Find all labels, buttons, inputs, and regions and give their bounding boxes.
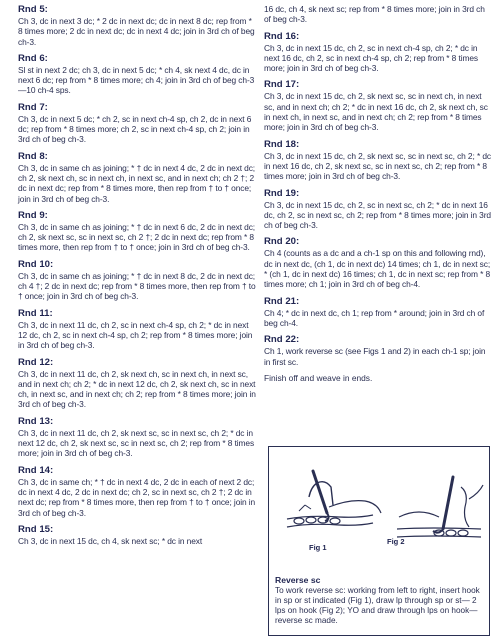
round-instructions: Ch 3, dc in next 15 dc, ch 2, sc in next ch-4 sp, ch 2; * dc in next 16 dc, ch 2, sc in next ch-4 sp, ch 2; rep from * 8 times more; join in 3rd ch of beg ch-3. xyxy=(264,42,478,74)
round-instructions: Ch 3, dc in next 11 dc, ch 2, sk next sc, sc in next sc, ch 2; * dc in next 12 dc, ch 2, sk next sc, sc in next sc, ch 2; rep from * 8 times more; join in 3rd ch of beg ch-3. xyxy=(18,427,255,459)
round-title: Rnd 18: xyxy=(264,138,300,150)
round-block xyxy=(18,465,256,518)
round-instructions: Sl st in next 2 dc; ch 3, dc in next 5 dc; * ch 4, sk next 4 dc, dc in next 6 dc; rep from * 8 times more; ch 4; join in 3rd ch of beg ch-3—10 ch-4 sps. xyxy=(18,64,255,96)
reverse-sc-instructions: To work reverse sc: working from left to right, insert hook in sp or st indicated (Fig 1), draw lp through sp or st— 2 lps on hook (Fig 2); YO and draw through lps on hook—reverse sc made. xyxy=(275,586,480,625)
round-block xyxy=(18,4,256,47)
round-instructions: Ch 4 (counts as a dc and a ch-1 sp on this and following rnd), dc in next dc, (ch 1, dc in next dc) 14 times; ch 1, dc in next sc; * (ch 1, dc in next dc) 16 times; ch 1, dc in next sc; rep from * 8 times more; ch 1; join in 3rd ch of beg ch-4. xyxy=(264,248,491,290)
round-title: Rnd 6: xyxy=(18,52,48,64)
reverse-sc-illustration xyxy=(269,447,489,575)
round-block xyxy=(18,524,256,546)
round-instructions: Ch 3, dc in next 15 dc, ch 2, sk next sc, sc in next ch, in next sc, and in next ch; ch 2; * dc in next 16 dc, ch 2, sk next ch, sc in next ch, in next sc, and in next ch; ch 2; rep from * 8 times more; join in 3rd ch of beg ch-3. xyxy=(264,91,488,133)
round-block xyxy=(18,308,256,351)
round-block xyxy=(18,53,256,96)
round-title: Rnd 12: xyxy=(18,356,54,368)
round-instructions: Ch 3, dc in same ch; * † dc in next 4 dc, 2 dc in each of next 2 dc; dc in next 4 dc, 2 dc in next dc; ch 2, sc in next sc, ch 2 †; 2 dc in next dc; rep from * 8 times more, then rep from † to † once; join in 3rd ch of beg ch-3. xyxy=(18,476,256,518)
fig1-label: Fig 1 xyxy=(309,543,327,552)
round-title: Rnd 20: xyxy=(264,236,300,248)
reverse-sc-title: Reverse sc xyxy=(275,575,321,585)
round-title: Rnd 22: xyxy=(264,334,300,346)
round-block xyxy=(18,357,256,410)
round-title: Rnd 8: xyxy=(18,150,48,162)
round-instructions: Ch 3, dc in next 11 dc, ch 2, sk next ch, sc in next ch, in next sc, and in next ch; ch 2; * dc in next 12 dc, ch 2, sk next ch, sc in next ch, in next sc, and in next ch; ch 2; rep from * 8 times more; join in 3rd ch of beg ch-3. xyxy=(18,368,256,410)
finish-instructions: Finish off and weave in ends. xyxy=(264,372,373,383)
round-instructions: Ch 3, dc in same ch as joining; * † dc in next 6 dc, 2 dc in next dc; ch 2, sk next sc, sc in next sc, ch 2 †; 2 dc in next dc; rep from * 8 times more, then rep from † to † once; join in 3rd ch of beg ch-3. xyxy=(18,221,256,253)
round-block xyxy=(18,259,256,302)
round-block xyxy=(264,79,492,132)
round-instructions: Ch 3, dc in next 11 dc, ch 2, sc in next ch-4 sp, ch 2; * dc in next 12 dc, ch 2, sc in next ch-4 sp, ch 2; rep from * 8 times more; join in 3rd ch of beg ch-3. xyxy=(18,319,253,351)
left-column xyxy=(18,4,256,552)
round-instructions: Ch 3, dc in next 15 dc, ch 2, sk next sc, sc in next sc, ch 2; * dc in next 16 dc, ch 2, sk next sc, sc in next sc, ch 2; rep from * 8 times more; join in 3rd ch of beg ch-3. xyxy=(264,150,491,182)
round-instructions: Ch 3, dc in same ch as joining; * † dc in next 4 dc, 2 dc in next dc; ch 2, sk next ch, sc in next ch, in next sc, and in next ch; ch 2 †; 2 dc in next dc; rep from * 8 times more, then rep from † to † once; join in 3rd ch of beg ch-3. xyxy=(18,162,256,204)
round-title: Rnd 5: xyxy=(18,4,48,15)
round-block xyxy=(264,334,492,367)
round-instructions: Ch 3, dc in next 5 dc; * ch 2, sc in next ch-4 sp, ch 2, dc in next 6 dc; rep from * 8 times more; ch 2, sc in next ch-4 sp, ch 2; join in 3rd ch of beg ch-3. xyxy=(18,113,252,145)
round-title: Rnd 10: xyxy=(18,258,54,270)
round-title: Rnd 21: xyxy=(264,295,300,307)
round-title: Rnd 11: xyxy=(18,307,53,319)
right-column xyxy=(264,4,492,383)
round-title: Rnd 15: xyxy=(18,523,54,535)
reverse-sc-figure-box xyxy=(268,446,490,636)
round-title: Rnd 7: xyxy=(18,101,48,113)
round-block xyxy=(18,102,256,145)
round-block xyxy=(18,151,256,204)
round-block xyxy=(18,416,256,459)
round-title: Rnd 14: xyxy=(18,464,54,476)
round-block xyxy=(264,31,492,74)
round-instructions: 16 dc, ch 4, sk next sc; rep from * 8 times more; join in 3rd ch of beg ch-3. xyxy=(264,4,485,25)
round-instructions: Ch 4; * dc in next dc, ch 1; rep from * around; join in 3rd ch of beg ch-4. xyxy=(264,307,485,328)
round-title: Rnd 17: xyxy=(264,79,300,91)
round-title: Rnd 13: xyxy=(18,415,54,427)
round-instructions: Ch 3, dc in next 15 dc, ch 4, sk next sc; * dc in next xyxy=(18,535,203,546)
round-block xyxy=(264,188,492,231)
round-title: Rnd 19: xyxy=(264,187,300,199)
round-continuation xyxy=(264,4,492,25)
fig1-drawing xyxy=(287,471,381,527)
round-block xyxy=(18,210,256,253)
round-block xyxy=(264,139,492,182)
round-block xyxy=(264,236,492,289)
fig2-drawing xyxy=(397,477,483,537)
round-instructions: Ch 1, work reverse sc (see Figs 1 and 2) in each ch-1 sp; join in first sc. xyxy=(264,346,486,367)
round-title: Rnd 9: xyxy=(18,209,48,221)
round-instructions: Ch 3, dc in next 15 dc, ch 2, sc in next sc, ch 2; * dc in next 16 dc, ch 2, sc in next sc, ch 2; rep from * 8 times more; join in 3rd ch of beg ch-3. xyxy=(264,199,491,231)
round-title: Rnd 16: xyxy=(264,30,300,42)
round-instructions: Ch 3, dc in next 3 dc; * 2 dc in next dc; dc in next 8 dc; rep from * 8 times more; 2 dc in next dc; dc in next 4 dc; join in 3rd ch of beg ch-3. xyxy=(18,16,255,47)
round-instructions: Ch 3, dc in same ch as joining; * † dc in next 8 dc, 2 dc in next dc; ch 4 †; 2 dc in next dc; rep from * 8 times more, then rep from † to † once; join in 3rd ch of beg ch-3. xyxy=(18,270,256,302)
fig2-label: Fig 2 xyxy=(387,537,405,546)
round-block xyxy=(264,296,492,329)
